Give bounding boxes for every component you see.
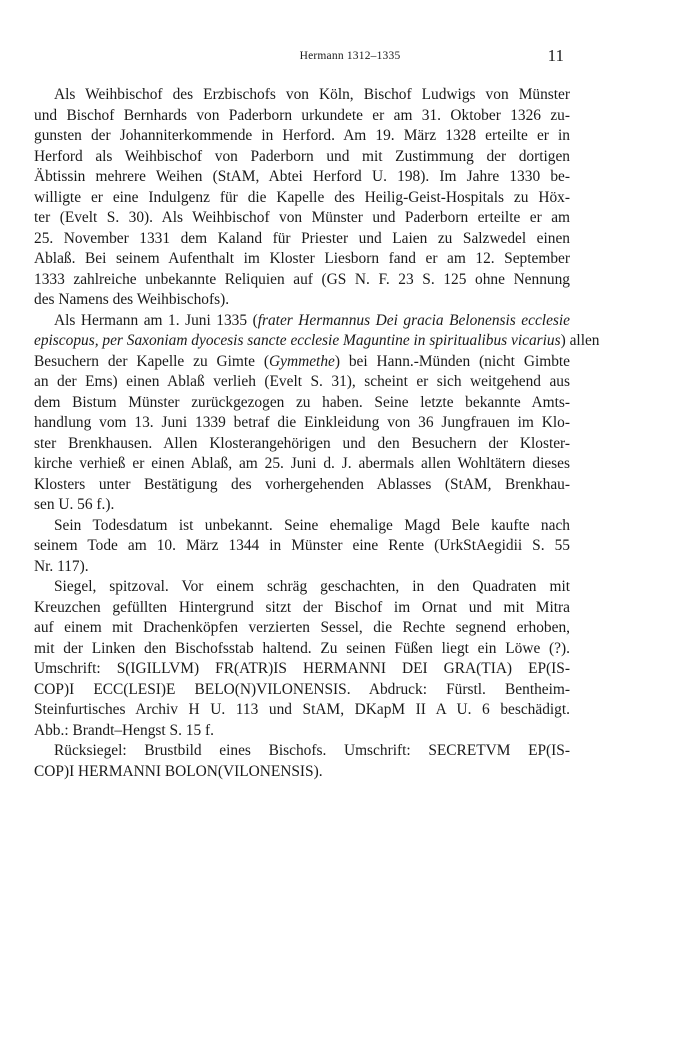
text-line [34,454,570,475]
text-run: Siegel, spitzoval. Vor einem schräg geschachten, in den Quadraten mit [54,578,570,595]
text-run: Abb.: Brandt–Hengst S. 15 f. [34,721,214,739]
text-line [34,147,570,168]
text-line [34,434,570,455]
text-line [34,557,570,578]
body-text [34,85,600,782]
text-run: Ablaß. Bei seinem Aufenthalt im Kloster Liesborn fand er am 12. September [34,250,570,267]
text-run: Als Weihbischof des Erzbischofs von Köln, Bischof Ludwigs von Münster [54,86,570,103]
text-run: Rücksiegel: Brustbild eines Bischofs. Umschrift: SECRETVM EP(IS- [54,742,570,759]
text-line [34,208,570,229]
text-run: Sein Todesdatum ist unbekannt. Seine ehemalige Magd Bele kaufte nach [54,516,570,534]
text-run: 25. November 1331 dem Kaland für Priester und Laien zu Salzwedel einen [34,229,570,247]
text-line [34,762,570,783]
text-line [34,311,570,332]
text-run: seinem Tode am 10. März 1344 in Münster eine Rente (UrkStAegidii S. 55 [34,537,570,554]
text-line [34,393,570,414]
text-run: und Bischof Bernhards von Paderborn urkundete er am 31. Oktober 1326 zu- [34,106,570,124]
text-line [34,167,570,188]
text-run: Als Hermann am 1. Juni 1335 ( [54,311,258,329]
latin-quote: episcopus, per Saxoniam dyocesis sancte ecclesie Maguntine in spiritualibus vicarius [34,332,561,349]
text-run: Besuchern der Kapelle zu Gimte ( [34,352,270,370]
text-run: Herford als Weihbischof von Paderborn und mit Zustimmung der dortigen [34,147,570,165]
text-line [34,372,570,393]
text-line [34,659,570,680]
latin-quote: Gymmethe [269,352,335,370]
text-run: ) bei Hann.-Münden (nicht Gimbte [334,352,570,370]
text-line [34,270,570,291]
text-line [34,290,570,311]
text-run: ) allen [560,332,600,349]
text-line [34,413,570,434]
text-line [34,598,570,619]
paragraph [34,577,570,741]
text-run: sen U. 56 f.). [34,496,115,513]
text-run: COP)I HERMANNI BOLON(VILONENSIS). [34,762,323,780]
text-line [34,249,570,270]
text-run: kirche verhieß er einen Ablaß, am 25. Juni d. J. abermals allen Wohltätern dieses [34,455,570,472]
text-line [34,229,570,250]
text-run: ter (Evelt S. 30). Als Weihbischof von Münster und Paderborn erteilte er am [34,209,570,226]
text-line [34,475,570,496]
text-run: handlung vom 13. Juni 1339 betraf die Einkleidung von 36 Jungfrauen im Klo- [34,414,570,431]
text-run: Klosters unter Bestätigung des vorhergehenden Ablasses (StAM, Brenkhau- [34,475,570,493]
text-run: ster Brenkhausen. Allen Klosterangehörigen und den Besuchern der Kloster- [34,434,570,452]
text-run: Nr. 117). [34,557,89,575]
text-run: 1333 zahlreiche unbekannte Reliquien auf (GS N. F. 23 S. 125 ohne Nennung [34,270,570,288]
text-line [34,680,570,701]
text-line [34,577,570,598]
text-line [34,721,570,742]
text-run: des Namens des Weihbischofs). [34,291,230,308]
text-line [34,536,570,557]
text-run: Umschrift: S(IGILLVM) FR(ATR)IS HERMANNI DEI GRA(TIA) EP(IS- [34,660,570,677]
text-line [34,700,570,721]
paragraph [34,85,570,311]
text-line [34,741,570,762]
text-run: Äbtissin mehrere Weihen (StAM, Abtei Herford U. 198). Im Jahre 1330 be- [34,168,570,185]
paragraph [34,516,570,578]
text-line [34,516,570,537]
text-line [34,495,570,516]
latin-quote: frater Hermannus Dei gracia Belonensis ecclesie [257,311,571,329]
text-line [34,106,570,127]
text-run: willigte er eine Indulgenz für die Kapelle des Heilig-Geist-Hospitals zu Höx- [34,188,570,206]
text-line [34,639,570,660]
text-run: Steinfurtisches Archiv H U. 113 und StAM, DKapM II A U. 6 beschädigt. [34,701,570,718]
text-line [34,85,570,106]
text-run: an der Ems) einen Ablaß verlieh (Evelt S. 31), scheint er sich weitgehend aus [34,373,570,390]
text-run: COP)I ECC(LESI)E BELO(N)VILONENSIS. Abdruck: Fürstl. Bentheim- [34,680,570,698]
page-number: 11 [547,46,564,65]
text-run: Kreuzchen gefüllten Hintergrund sitzt der Bischof im Ornat und mit Mitra [34,598,570,616]
text-line [34,331,600,352]
paragraph [34,311,600,516]
running-head: Hermann 1312–1335 [299,50,401,62]
text-line [34,188,570,209]
text-run: auf einem mit Drachenköpfen verzierten Sessel, die Rechte segnend erhoben, [34,619,570,636]
text-line [34,126,570,147]
text-line [34,352,570,373]
text-run: dem Bistum Münster zurückgezogen zu haben. Seine letzte bekannte Amts- [34,393,570,411]
text-run: mit der Linken den Bischofsstab haltend. Zu seinen Füßen liegt ein Löwe (?). [34,639,570,657]
text-run: gunsten der Johanniterkommende in Herford. Am 19. März 1328 erteilte er in [34,127,570,144]
paragraph [34,741,570,782]
text-line [34,618,570,639]
